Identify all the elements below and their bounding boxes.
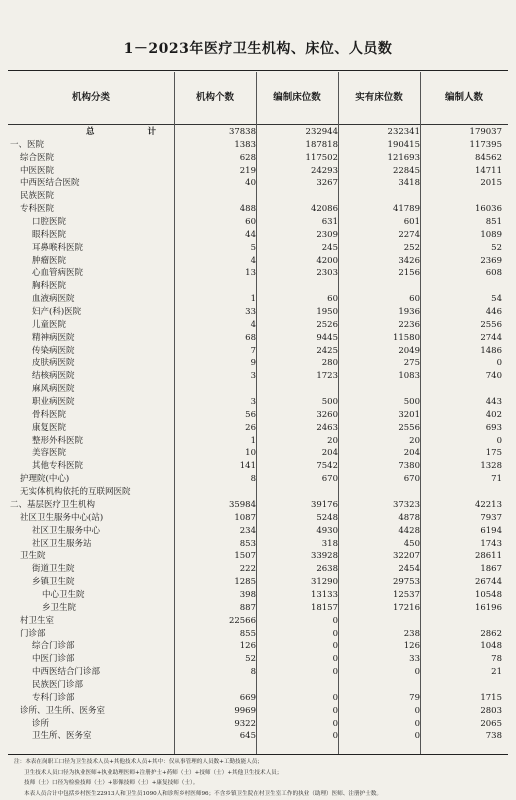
cell-planned-beds: 0 [332,654,338,665]
cell-staff-count: 7937 [480,512,502,523]
cell-staff-count: 2015 [480,178,502,189]
header-planned-beds: 编制床位数 [273,92,321,103]
cell-institution-count: 488 [239,204,256,215]
cell-actual-beds: 204 [403,448,420,459]
cell-planned-beds: 1723 [316,371,338,382]
table-row [8,538,508,551]
table-row [8,267,508,280]
table-row [8,306,508,319]
cell-actual-beds: 275 [403,358,420,369]
row-label: 眼科医院 [32,229,67,240]
cell-institution-count: 1 [250,294,256,305]
footnote-line: 本表人员合计中包括乡村医生22913人和卫生员1090人和诊所乡村医师96；不含乡镇卫生院在村卫生室工作的执业（助理）医师、注册护士数。 [24,790,382,797]
cell-actual-beds: 1936 [398,307,420,318]
cell-staff-count: 608 [485,268,502,279]
cell-planned-beds: 42086 [310,204,338,215]
cell-staff-count: 402 [485,409,502,420]
cell-actual-beds: 60 [409,294,420,305]
cell-planned-beds: 2425 [316,345,338,356]
cell-staff-count: 1867 [480,564,502,575]
cell-actual-beds: 2454 [398,564,420,575]
bottom-rule [8,754,508,755]
cell-planned-beds: 318 [321,538,338,549]
cell-actual-beds: 11580 [392,332,420,343]
cell-actual-beds: 7380 [398,461,420,472]
cell-actual-beds: 232341 [387,127,420,137]
header-actual-beds: 实有床位数 [355,92,403,103]
table-row [8,705,508,718]
table-row [8,640,508,653]
cell-planned-beds: 4930 [316,525,338,536]
cell-planned-beds: 18157 [310,602,338,613]
table-row [8,345,508,358]
cell-staff-count: 84562 [474,152,502,163]
table-row [8,589,508,602]
cell-actual-beds: 17216 [392,602,420,613]
cell-institution-count: 3 [250,371,256,382]
table-row [8,332,508,345]
cell-institution-count: 1383 [234,139,256,150]
cell-staff-count: 2744 [480,332,502,343]
cell-planned-beds: 3267 [316,178,338,189]
table-row [8,576,508,589]
cell-staff-count: 0 [496,358,502,369]
cell-institution-count: 68 [245,332,256,343]
cell-actual-beds: 0 [414,705,420,716]
cell-planned-beds: 280 [321,358,338,369]
header-staff-count: 编制人数 [444,92,483,103]
cell-actual-beds: 0 [414,718,420,729]
footnote-line: 注：本表在岗职工口径为卫生技术人员+其他技术人员+其中：仅从事管理的人员数+工勤技能人员； [14,759,263,765]
cell-institution-count: 40 [245,178,256,189]
row-label: 卫生所、医务室 [32,731,92,742]
table-row [8,383,508,396]
cell-staff-count: 42213 [474,499,502,510]
row-label: 民族医门诊部 [32,679,84,690]
row-label: 胸科医院 [32,281,67,292]
cell-actual-beds: 670 [403,474,420,485]
cell-planned-beds: 0 [332,718,338,729]
row-label: 血液病医院 [32,294,75,305]
cell-planned-beds: 2303 [316,268,338,279]
row-label: 传染病医院 [32,345,75,356]
cell-institution-count: 222 [239,564,256,575]
cell-institution-count: 44 [245,229,256,240]
cell-actual-beds: 2556 [398,422,420,433]
row-label: 门诊部 [20,628,46,639]
cell-actual-beds: 500 [403,397,420,408]
row-label: 乡镇卫生院 [32,577,75,588]
cell-planned-beds: 4200 [316,255,338,266]
cell-institution-count: 1 [250,435,256,446]
row-label: 综合门诊部 [32,641,75,652]
row-label: 民族医院 [20,191,55,202]
cell-institution-count: 22566 [228,615,256,626]
table-row [8,718,508,731]
row-label: 美容医院 [32,448,67,459]
row-label: 中西医结合门诊部 [32,667,101,678]
table-row [8,357,508,370]
cell-staff-count: 179037 [469,127,502,137]
table-row [8,255,508,268]
table-row-total [8,126,508,139]
table-row [8,473,508,486]
row-label: 肿瘤医院 [32,255,67,266]
row-label: 社区卫生服务中心 [32,525,101,536]
cell-actual-beds: 2156 [398,268,420,279]
table-title: 1－2023年医疗卫生机构、床位、人员数 [123,41,393,57]
cell-staff-count: 740 [485,371,502,382]
cell-institution-count: 1285 [234,577,256,588]
cell-actual-beds: 2236 [398,319,420,330]
cell-actual-beds: 121693 [387,152,420,163]
cell-planned-beds: 0 [332,705,338,716]
table-row [8,203,508,216]
row-label: 诊所 [32,718,50,729]
cell-planned-beds: 24293 [310,165,338,176]
table-row [8,216,508,229]
cell-institution-count: 669 [239,692,256,703]
row-label: 口腔医院 [32,217,67,228]
table-header [8,72,508,125]
cell-planned-beds: 39176 [310,499,338,510]
cell-institution-count: 9322 [234,718,256,729]
row-label: 耳鼻喉科医院 [32,242,84,253]
cell-staff-count: 16036 [474,204,502,215]
row-label: 麻风病医院 [32,384,75,395]
footnote-line: 技师（士）口径为检验技师（士）+影像技师（士）+康复技师（士）。 [24,780,199,786]
row-label: 康复医院 [32,422,67,433]
table-row [8,499,508,512]
cell-staff-count: 16196 [474,602,502,613]
table-row [8,435,508,448]
cell-staff-count: 54 [491,294,502,305]
cell-planned-beds: 0 [332,692,338,703]
cell-institution-count: 37838 [228,127,256,137]
cell-institution-count: 126 [239,641,256,652]
cell-actual-beds: 32207 [392,551,420,562]
row-label: 诊所、卫生所、医务室 [20,705,106,716]
table-row [8,409,508,422]
cell-staff-count: 117395 [469,139,502,150]
cell-planned-beds: 0 [332,731,338,742]
table-row [8,628,508,641]
cell-staff-count: 1743 [480,538,502,549]
cell-planned-beds: 0 [332,628,338,639]
cell-staff-count: 2065 [480,718,502,729]
table-row [8,422,508,435]
cell-institution-count: 52 [245,654,256,665]
row-label: 儿童医院 [32,319,67,330]
cell-institution-count: 4 [250,319,256,330]
row-label: 村卫生室 [20,615,55,626]
table-row [8,447,508,460]
cell-institution-count: 7 [250,345,256,356]
table-row [8,563,508,576]
table-row [8,512,508,525]
column-divider [420,72,421,754]
cell-actual-beds: 190415 [387,139,420,150]
cell-institution-count: 853 [239,538,256,549]
cell-planned-beds: 2309 [316,229,338,240]
table-row [8,460,508,473]
cell-actual-beds: 12537 [392,589,420,600]
cell-staff-count: 0 [496,435,502,446]
cell-planned-beds: 0 [332,641,338,652]
cell-planned-beds: 5248 [316,512,338,523]
footnote-line: 卫生技术人员口径为执业医师+执业助理医师+注册护士+药师（士）+技师（士）+其他卫生技术人员； [24,769,283,776]
cell-planned-beds: 2463 [316,422,338,433]
cell-staff-count: 851 [485,217,502,228]
cell-actual-beds: 3201 [398,409,420,420]
row-label: 精神病医院 [32,332,75,343]
cell-staff-count: 71 [491,474,502,485]
row-label: 妇产(科)医院 [32,307,82,318]
cell-institution-count: 398 [239,589,256,600]
cell-institution-count: 628 [239,152,256,163]
cell-planned-beds: 13133 [310,589,338,600]
row-label: 其他专科医院 [32,461,84,472]
table-row [8,139,508,152]
cell-planned-beds: 20 [327,435,338,446]
cell-staff-count: 28611 [474,551,502,562]
row-label: 皮肤病医院 [32,358,75,369]
cell-staff-count: 14711 [474,165,502,176]
table-row [8,615,508,628]
table-row [8,177,508,190]
cell-institution-count: 8 [250,667,256,678]
cell-actual-beds: 3426 [398,255,420,266]
row-label: 中西医结合医院 [20,178,80,189]
cell-institution-count: 10 [245,448,256,459]
row-label: 卫生院 [20,551,46,562]
cell-actual-beds: 79 [409,692,420,703]
cell-staff-count: 443 [485,397,502,408]
table-row [8,165,508,178]
cell-actual-beds: 4428 [398,525,420,536]
cell-institution-count: 3 [250,397,256,408]
table-row [8,293,508,306]
cell-planned-beds: 9445 [316,332,338,343]
cell-staff-count: 2556 [480,319,502,330]
cell-staff-count: 1328 [480,461,502,472]
table-row [8,666,508,679]
row-label: 骨科医院 [32,409,67,420]
cell-staff-count: 1715 [480,692,502,703]
table-row [8,370,508,383]
cell-actual-beds: 3418 [398,178,420,189]
cell-institution-count: 35984 [228,499,256,510]
row-label: 乡卫生院 [42,602,77,613]
cell-actual-beds: 37323 [392,499,420,510]
cell-staff-count: 2369 [480,255,502,266]
cell-actual-beds: 450 [403,538,420,549]
row-label: 社区卫生服务中心(站) [20,512,104,523]
table-row [8,602,508,615]
cell-institution-count: 219 [239,165,256,176]
table-body [8,126,508,743]
cell-institution-count: 645 [239,731,256,742]
row-label: 专科门诊部 [32,692,75,703]
row-label: 中医门诊部 [32,654,75,665]
row-label: 社区卫生服务站 [32,538,92,549]
cell-planned-beds: 60 [327,294,338,305]
cell-planned-beds: 187818 [305,139,338,150]
header-institution-count: 机构个数 [195,92,234,103]
cell-institution-count: 9 [250,358,256,369]
cell-institution-count: 8 [250,474,256,485]
cell-actual-beds: 2274 [398,229,420,240]
cell-actual-beds: 29753 [392,577,420,588]
row-label: 整形外科医院 [32,435,84,446]
row-label: 中心卫生院 [42,589,85,600]
cell-actual-beds: 20 [409,435,420,446]
cell-planned-beds: 1950 [316,307,338,318]
cell-institution-count: 4 [250,255,256,266]
cell-planned-beds: 232944 [305,127,338,137]
cell-planned-beds: 2526 [316,319,338,330]
cell-staff-count: 175 [485,448,502,459]
cell-staff-count: 1486 [480,345,502,356]
table-row [8,525,508,538]
cell-institution-count: 1507 [234,551,256,562]
cell-institution-count: 5 [250,242,256,253]
table-row [8,242,508,255]
row-label: 二、基层医疗卫生机构 [10,499,96,510]
cell-actual-beds: 601 [403,217,420,228]
cell-actual-beds: 252 [403,242,420,253]
cell-staff-count: 738 [485,731,502,742]
row-label: 总 计 [86,127,169,137]
row-label: 专科医院 [20,204,55,215]
row-label: 心血管病医院 [32,268,84,279]
table-row [8,730,508,743]
table-row [8,319,508,332]
cell-actual-beds: 0 [414,667,420,678]
cell-staff-count: 10548 [474,589,502,600]
cell-planned-beds: 0 [332,615,338,626]
cell-planned-beds: 631 [321,217,338,228]
cell-institution-count: 141 [239,461,256,472]
cell-actual-beds: 2049 [398,345,420,356]
cell-planned-beds: 3260 [316,409,338,420]
row-label: 结核病医院 [32,371,75,382]
row-label: 无实体机构依托的互联网医院 [20,487,131,498]
cell-actual-beds: 33 [409,654,420,665]
cell-institution-count: 9969 [234,705,256,716]
cell-institution-count: 33 [245,307,256,318]
table-row [8,550,508,563]
top-rule [8,70,508,71]
row-label: 护理院(中心) [20,474,70,485]
cell-planned-beds: 2638 [316,564,338,575]
table-row [8,486,508,499]
cell-actual-beds: 1083 [398,371,420,382]
row-label: 职业病医院 [32,397,75,408]
table-row [8,229,508,242]
cell-planned-beds: 31290 [310,577,338,588]
row-label: 综合医院 [20,152,55,163]
table-row [8,653,508,666]
cell-actual-beds: 41789 [392,204,420,215]
cell-staff-count: 1048 [480,641,502,652]
cell-institution-count: 13 [245,268,256,279]
row-label: 街道卫生院 [32,564,75,575]
table-row [8,280,508,293]
footnotes [14,757,510,799]
cell-staff-count: 693 [485,422,502,433]
cell-staff-count: 6194 [480,525,502,536]
cell-staff-count: 2803 [480,705,502,716]
table-row [8,692,508,705]
cell-staff-count: 52 [491,242,502,253]
cell-institution-count: 60 [245,217,256,228]
table-row [8,396,508,409]
cell-actual-beds: 4878 [398,512,420,523]
cell-institution-count: 26 [245,422,256,433]
table-row [8,190,508,203]
cell-staff-count: 21 [491,667,502,678]
cell-planned-beds: 204 [321,448,338,459]
cell-institution-count: 56 [245,409,256,420]
cell-planned-beds: 500 [321,397,338,408]
cell-staff-count: 446 [485,307,502,318]
cell-actual-beds: 238 [403,628,420,639]
row-label: 一、医院 [10,139,45,150]
cell-staff-count: 2862 [480,628,502,639]
cell-staff-count: 26744 [474,577,502,588]
cell-staff-count: 78 [491,654,502,665]
cell-planned-beds: 670 [321,474,338,485]
cell-institution-count: 887 [239,602,256,613]
cell-staff-count: 1089 [480,229,502,240]
cell-planned-beds: 0 [332,667,338,678]
row-label: 中医医院 [20,165,55,176]
cell-actual-beds: 0 [414,731,420,742]
cell-planned-beds: 33928 [310,551,338,562]
table-row [8,152,508,165]
cell-institution-count: 855 [239,628,256,639]
table-row [8,679,508,692]
header-category: 机构分类 [71,92,110,103]
cell-planned-beds: 117502 [305,152,338,163]
cell-planned-beds: 245 [321,242,338,253]
cell-planned-beds: 7542 [316,461,338,472]
cell-actual-beds: 22845 [392,165,420,176]
cell-institution-count: 234 [239,525,256,536]
cell-actual-beds: 126 [403,641,420,652]
cell-institution-count: 1087 [234,512,256,523]
